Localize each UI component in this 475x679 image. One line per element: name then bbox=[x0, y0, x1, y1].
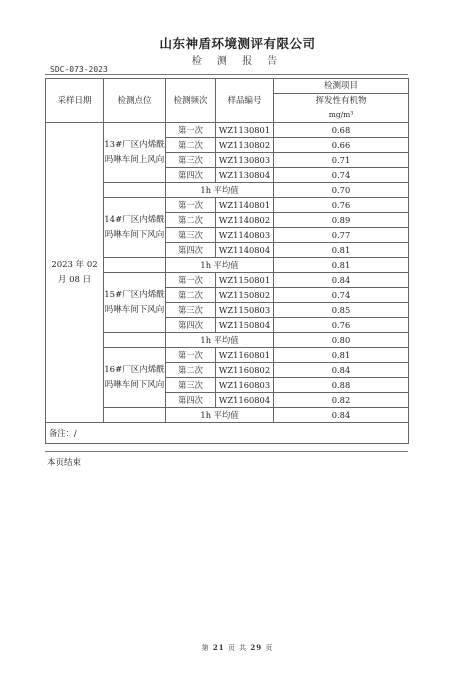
company-name: 山东神盾环境测评有限公司 bbox=[159, 36, 316, 51]
average-label: 1h 平均值 bbox=[166, 258, 274, 273]
header-location: 检测点位 bbox=[104, 79, 166, 123]
value-cell: 0.84 bbox=[274, 273, 409, 288]
value-cell: 0.88 bbox=[274, 378, 409, 393]
value-cell: 0.71 bbox=[274, 153, 409, 168]
page-number: 21 bbox=[212, 643, 225, 652]
sample-id-cell: WZ1130802 bbox=[216, 138, 274, 153]
average-label: 1h 平均值 bbox=[166, 408, 274, 423]
page-footer bbox=[0, 643, 475, 653]
frequency-cell: 第一次 bbox=[166, 273, 216, 288]
value-cell: 0.68 bbox=[274, 123, 409, 138]
location-cell: 14#厂区内烯酰吗啉车间下风向 bbox=[104, 198, 166, 258]
bottom-divider bbox=[45, 451, 408, 452]
results-table bbox=[45, 78, 409, 444]
location-cell: 15#厂区内烯酰吗啉车间下风向 bbox=[104, 273, 166, 333]
header-frequency: 检测频次 bbox=[166, 79, 216, 123]
sampling-date: 2023 年 02 月 08 日 bbox=[46, 123, 104, 423]
sample-id-cell: WZ1140802 bbox=[216, 213, 274, 228]
value-cell: 0.66 bbox=[274, 138, 409, 153]
frequency-cell: 第三次 bbox=[166, 378, 216, 393]
document-number: SDC-073-2023 bbox=[50, 65, 108, 74]
end-of-page-note: 本页结束 bbox=[47, 458, 82, 468]
value-cell: 0.76 bbox=[274, 198, 409, 213]
frequency-cell: 第四次 bbox=[166, 318, 216, 333]
value-cell: 0.85 bbox=[274, 303, 409, 318]
header-item-group: 检测项目 bbox=[274, 79, 409, 94]
sample-id-cell: WZ1130801 bbox=[216, 123, 274, 138]
sample-id-cell: WZ1160803 bbox=[216, 378, 274, 393]
value-cell: 0.81 bbox=[274, 348, 409, 363]
frequency-cell: 第三次 bbox=[166, 228, 216, 243]
report-title: 检 测 报 告 bbox=[191, 56, 284, 67]
top-divider bbox=[45, 74, 408, 75]
sample-id-cell: WZ1160802 bbox=[216, 363, 274, 378]
frequency-cell: 第二次 bbox=[166, 288, 216, 303]
average-value: 0.80 bbox=[274, 333, 409, 348]
header-unit: mg/m³ bbox=[274, 108, 409, 123]
value-cell: 0.76 bbox=[274, 318, 409, 333]
sample-id-cell: WZ1150802 bbox=[216, 288, 274, 303]
sample-id-cell: WZ1150803 bbox=[216, 303, 274, 318]
frequency-cell: 第一次 bbox=[166, 348, 216, 363]
frequency-cell: 第四次 bbox=[166, 243, 216, 258]
average-value: 0.84 bbox=[274, 408, 409, 423]
value-cell: 0.82 bbox=[274, 393, 409, 408]
sample-id-cell: WZ1160801 bbox=[216, 348, 274, 363]
average-value: 0.70 bbox=[274, 183, 409, 198]
page-mid: 页 共 bbox=[227, 644, 248, 652]
header-sample-id: 样品编号 bbox=[216, 79, 274, 123]
value-cell: 0.89 bbox=[274, 213, 409, 228]
frequency-cell: 第二次 bbox=[166, 363, 216, 378]
average-spacer bbox=[104, 408, 166, 423]
sample-id-cell: WZ1140803 bbox=[216, 228, 274, 243]
frequency-cell: 第四次 bbox=[166, 168, 216, 183]
header-date: 采样日期 bbox=[46, 79, 104, 123]
frequency-cell: 第一次 bbox=[166, 198, 216, 213]
sample-id-cell: WZ1130804 bbox=[216, 168, 274, 183]
value-cell: 0.77 bbox=[274, 228, 409, 243]
average-label: 1h 平均值 bbox=[166, 333, 274, 348]
frequency-cell: 第一次 bbox=[166, 123, 216, 138]
value-cell: 0.81 bbox=[274, 243, 409, 258]
remark: 备注：/ bbox=[46, 423, 409, 444]
sample-id-cell: WZ1140804 bbox=[216, 243, 274, 258]
page-total: 29 bbox=[250, 643, 263, 652]
page-suffix: 页 bbox=[265, 644, 274, 652]
frequency-cell: 第二次 bbox=[166, 138, 216, 153]
average-spacer bbox=[104, 333, 166, 348]
sample-id-cell: WZ1140801 bbox=[216, 198, 274, 213]
frequency-cell: 第三次 bbox=[166, 153, 216, 168]
location-cell: 16#厂区内烯酰吗啉车间下风向 bbox=[104, 348, 166, 408]
value-cell: 0.74 bbox=[274, 168, 409, 183]
table-row bbox=[46, 123, 409, 138]
value-cell: 0.74 bbox=[274, 288, 409, 303]
average-value: 0.81 bbox=[274, 258, 409, 273]
header-item: 挥发性有机物 bbox=[274, 94, 409, 109]
average-spacer bbox=[104, 258, 166, 273]
page-prefix: 第 bbox=[201, 644, 210, 652]
frequency-cell: 第三次 bbox=[166, 303, 216, 318]
sample-id-cell: WZ1150801 bbox=[216, 273, 274, 288]
frequency-cell: 第四次 bbox=[166, 393, 216, 408]
location-cell: 13#厂区内烯酰吗啉车间上风向 bbox=[104, 123, 166, 183]
sample-id-cell: WZ1150804 bbox=[216, 318, 274, 333]
frequency-cell: 第二次 bbox=[166, 213, 216, 228]
average-spacer bbox=[104, 183, 166, 198]
average-label: 1h 平均值 bbox=[166, 183, 274, 198]
sample-id-cell: WZ1160804 bbox=[216, 393, 274, 408]
sample-id-cell: WZ1130803 bbox=[216, 153, 274, 168]
value-cell: 0.84 bbox=[274, 363, 409, 378]
